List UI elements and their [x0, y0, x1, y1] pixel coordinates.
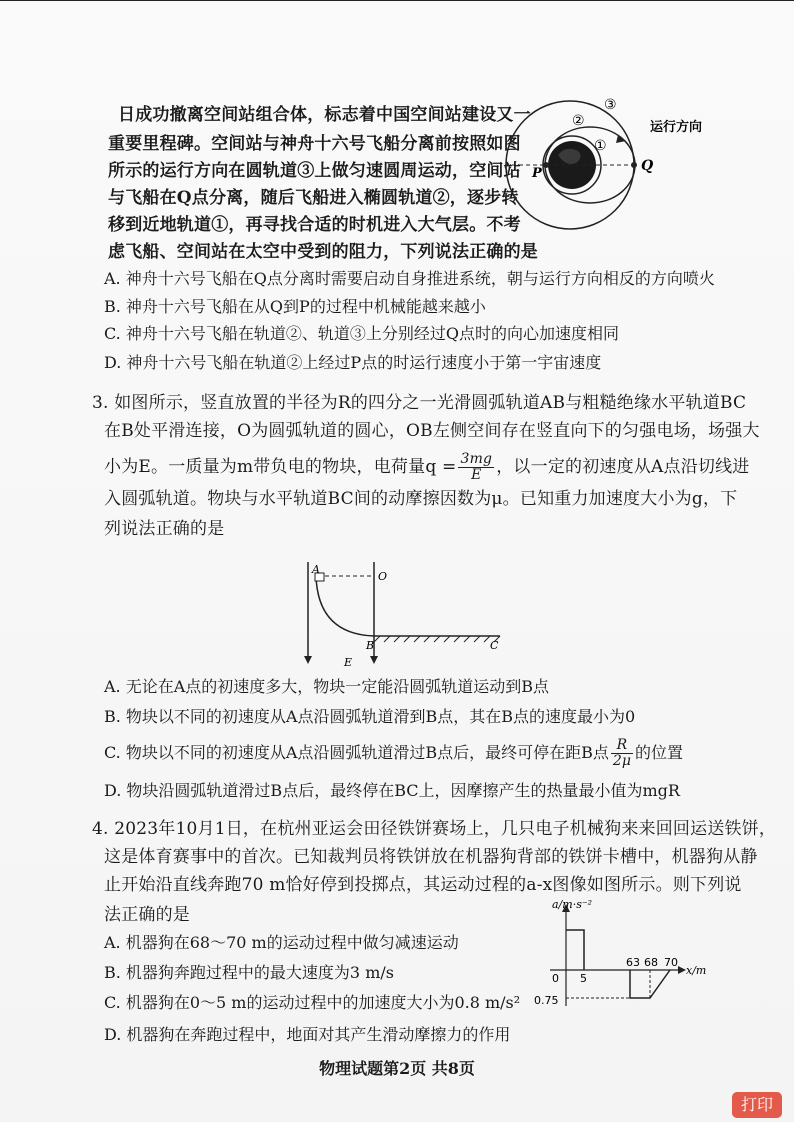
q4-line-2: 这是体育赛事中的首次。已知裁判员将铁饼放在机器狗背部的铁饼卡槽中，机器狗从静: [104, 847, 758, 867]
intro-line-1: 日成功撤离空间站组合体，标志着中国空间站建设又一: [118, 105, 531, 125]
ax-graph: [530, 896, 730, 1014]
charge-fraction: $\frac{3mg}{E}$: [460, 451, 493, 483]
q4-line-1: 4. 2023年10月1日，在杭州亚运会田径铁饼赛场上，几只电子机械狗来来回回运送铁饼，: [92, 819, 777, 839]
q4-option-c: C. 机器狗在0～5 m的运动过程中的加速度大小为0.8 m/s²: [104, 993, 521, 1012]
intro-line-3: 所示的运行方向在圆轨道③上做匀速圆周运动，空间站: [108, 161, 521, 181]
label-O: O: [378, 570, 388, 583]
q3-line-1: 3. 如图所示，竖直放置的半径为R的四分之一光滑圆弧轨道AB与粗糙绝缘水平轨道BC: [92, 393, 747, 413]
q2-option-c: C. 神舟十六号飞船在轨道②、轨道③上分别经过Q点时的向心加速度相同: [104, 324, 619, 343]
tick-68: 68: [644, 956, 658, 969]
label-B: B: [366, 639, 375, 652]
label-direction: 运行方向: [650, 120, 703, 135]
q3-line-3-pre: 小为E。一质量为m带负电的物块，电荷量q =: [104, 457, 457, 477]
point-P: [543, 162, 549, 168]
tick-5: 5: [580, 972, 587, 985]
intro-line-5: 移到近地轨道①，再寻找合适的时机进入大气层。不考: [108, 215, 521, 235]
arc-AB: [316, 576, 374, 636]
label-Q: Q: [641, 158, 654, 174]
direction-arrow-icon: [616, 135, 626, 143]
tick-0: 0: [552, 972, 559, 985]
label-orbit-1: ①: [594, 138, 607, 154]
page-footer: 物理试题第2页 共8页: [319, 1059, 475, 1078]
intro-line-2: 重要里程碑。空间站与神舟十六号飞船分离前按照如图: [108, 134, 521, 154]
tick-63: 63: [626, 956, 640, 969]
label-E: E: [344, 656, 353, 669]
point-Q: [631, 162, 637, 168]
q4-option-b: B. 机器狗奔跑过程中的最大速度为3 m/s: [104, 963, 394, 982]
q3-option-c-post: 的位置: [634, 743, 683, 762]
q2-option-b: B. 神舟十六号飞船在从Q到P的过程中机械能越来越小: [104, 297, 486, 316]
top-border: [0, 0, 794, 1]
label-orbit-2: ②: [572, 113, 585, 129]
label-C: C: [490, 639, 499, 652]
tick-075: 0.75: [534, 994, 559, 1007]
tick-70: 70: [664, 956, 678, 969]
q3-option-c: [104, 738, 683, 769]
q3-line-2: 在B处平滑连接，O为圆弧轨道的圆心，OB左侧空间存在竖直向下的匀强电场，场强大: [104, 421, 760, 441]
x-axis-label: x/m: [686, 964, 707, 977]
q3-line-3-post: ，以一定的初速度从A点沿切线进: [496, 457, 750, 477]
q3-option-c-pre: C. 物块以不同的初速度从A点沿圆弧轨道滑过B点后，最终可停在距B点: [104, 743, 609, 762]
segment-0-5: [566, 930, 584, 970]
q4-option-d: D. 机器狗在奔跑过程中，地面对其产生滑动摩擦力的作用: [104, 1025, 511, 1044]
q3-option-b: B. 物块以不同的初速度从A点沿圆弧轨道滑到B点，其在B点的速度最小为0: [104, 707, 636, 726]
label-A: A: [312, 563, 320, 576]
segment-63-70: [630, 970, 670, 998]
label-P: P: [532, 166, 542, 181]
q3-line-5: 列说法正确的是: [104, 519, 225, 539]
distance-fraction: $\frac{R}{2\mu}$: [612, 737, 631, 769]
q3-option-d: D. 物块沿圆弧轨道滑过B点后，最终停在BC上，因摩擦产生的热量最小值为mgR: [104, 781, 680, 800]
q4-line-4: 法正确的是: [104, 905, 190, 925]
q4-option-a: A. 机器狗在68～70 m的运动过程中做匀减速运动: [104, 933, 459, 952]
orbit-diagram: [500, 95, 730, 245]
ground-hatching: [374, 636, 500, 642]
intro-line-4: 与飞船在Q点分离，随后飞船进入椭圆轨道②，逐步转: [108, 188, 519, 208]
q2-option-d: D. 神舟十六号飞船在轨道②上经过P点的时运行速度小于第一宇宙速度: [104, 353, 602, 372]
y-axis-label: a/m·s⁻²: [552, 898, 593, 911]
label-orbit-3: ③: [604, 97, 617, 113]
q3-line-4: 入圆弧轨道。物块与水平轨道BC间的动摩擦因数为μ。已知重力加速度大小为g，下: [104, 489, 738, 509]
arc-track-diagram: [300, 556, 510, 676]
print-button[interactable]: 打印: [732, 1092, 782, 1118]
intro-line-6: 虑飞船、空间站在太空中受到的阻力，下列说法正确的是: [108, 242, 538, 262]
q4-line-3: 止开始沿直线奔跑70 m恰好停到投掷点，其运动过程的a-x图像如图所示。则下列说: [104, 875, 742, 895]
q3-line-3: [104, 452, 750, 483]
q3-option-a: A. 无论在A点的初速度多大，物块一定能沿圆弧轨道运动到B点: [104, 677, 550, 696]
q2-option-a: A. 神舟十六号飞船在Q点分离时需要启动自身推进系统，朝与运行方向相反的方向喷火: [104, 269, 715, 288]
